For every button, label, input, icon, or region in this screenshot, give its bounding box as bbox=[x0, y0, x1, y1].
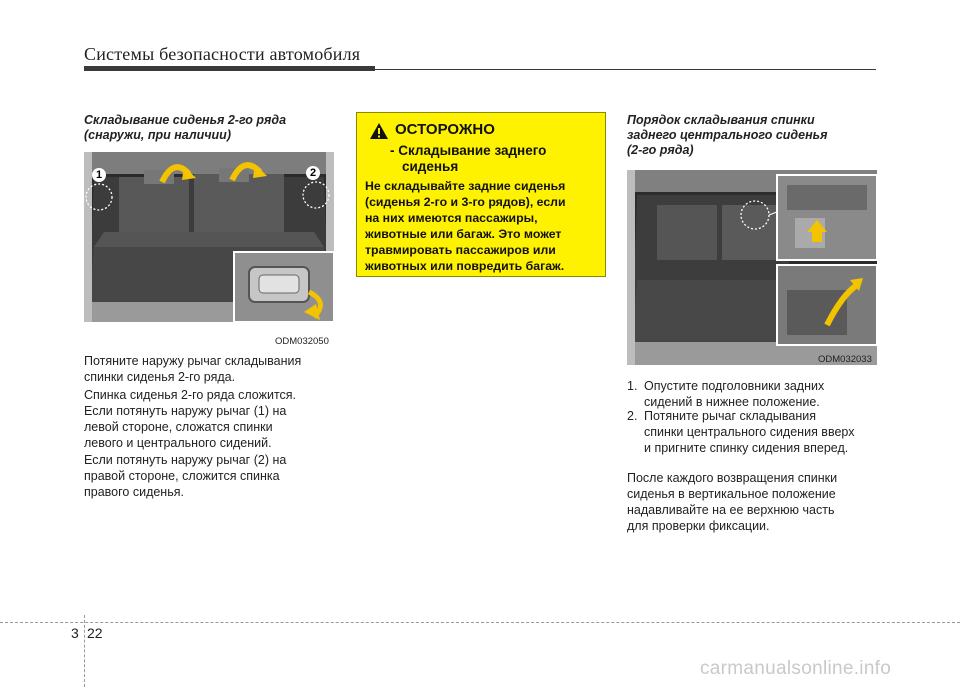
text-line: сидений в нижнее положение. bbox=[644, 395, 820, 409]
chapter-number: 3 bbox=[71, 625, 79, 641]
footer-vertical-divider bbox=[84, 615, 86, 687]
text-line: Не складывайте задние сиденья bbox=[365, 179, 566, 193]
text-line: Если потянуть наружу рычаг (2) на bbox=[84, 453, 287, 467]
text-line: После каждого возвращения спинки bbox=[627, 471, 838, 485]
list-item-number: 2. bbox=[627, 409, 638, 423]
list-item-text bbox=[644, 378, 877, 410]
text-line: на них имеются пассажиры, bbox=[365, 211, 538, 225]
warning-text bbox=[365, 178, 598, 274]
trunk-photo-right bbox=[627, 170, 877, 365]
right-subheading bbox=[627, 113, 827, 158]
right-subheading-line: заднего центрального сиденья bbox=[627, 128, 828, 142]
list-item bbox=[627, 378, 877, 410]
left-subheading bbox=[84, 113, 286, 143]
trunk-illustration-left bbox=[84, 152, 334, 322]
warning-triangle-icon bbox=[369, 122, 389, 140]
text-line: Потяните рычаг складывания bbox=[644, 409, 816, 423]
list-item-text bbox=[644, 408, 877, 456]
left-subheading-line: (снаружи, при наличии) bbox=[84, 128, 231, 142]
text-line: для проверки фиксации. bbox=[627, 519, 770, 533]
text-line: и пригните спинку сидения вперед. bbox=[644, 441, 849, 455]
text-line: - Складывание заднего bbox=[390, 143, 547, 158]
right-paragraph bbox=[627, 470, 877, 534]
list-item bbox=[627, 408, 877, 456]
footer-divider bbox=[0, 622, 960, 623]
page-header-title: Системы безопасности автомобиля bbox=[84, 44, 361, 64]
text-line: правого сиденья. bbox=[84, 485, 184, 499]
callout-2: 2 bbox=[306, 166, 320, 180]
trunk-illustration-right bbox=[627, 170, 877, 365]
text-line: животных или повредить багаж. bbox=[365, 259, 565, 273]
callout-1: 1 bbox=[92, 168, 106, 182]
watermark: carmanualsonline.info bbox=[700, 658, 892, 679]
right-subheading-line: (2-го ряда) bbox=[627, 143, 694, 157]
text-line: спинки сиденья 2-го ряда. bbox=[84, 370, 236, 384]
text-line: надавливайте на ее верхнюю часть bbox=[627, 503, 835, 517]
text-line: левого и центрального сидений. bbox=[84, 436, 272, 450]
warning-subtitle bbox=[390, 143, 595, 175]
text-line: левой стороне, сложатся спинки bbox=[84, 420, 273, 434]
text-line: Если потянуть наружу рычаг (1) на bbox=[84, 404, 287, 418]
left-paragraph-2 bbox=[84, 387, 334, 451]
text-line: (сиденья 2-го и 3-го рядов), если bbox=[365, 195, 566, 209]
warning-box bbox=[356, 112, 606, 277]
text-line: спинки центрального сидения вверх bbox=[644, 425, 855, 439]
text-line: Потяните наружу рычаг складывания bbox=[84, 354, 302, 368]
header-rule-thick bbox=[84, 66, 375, 71]
text-line: травмировать пассажиров или bbox=[365, 243, 556, 257]
list-item-number: 1. bbox=[627, 379, 638, 393]
photo-code-left: ODM032050 bbox=[275, 336, 329, 347]
header-rule-thin bbox=[375, 69, 876, 70]
text-line: сиденья bbox=[402, 159, 459, 174]
warning-title: ОСТОРОЖНО bbox=[395, 121, 495, 138]
text-line: Опустите подголовники задних bbox=[644, 379, 825, 393]
left-paragraph-3 bbox=[84, 452, 334, 500]
left-paragraph-1 bbox=[84, 353, 334, 385]
photo-code-right: ODM032033 bbox=[818, 354, 872, 365]
page-number: 22 bbox=[87, 625, 103, 641]
right-subheading-line: Порядок складывания спинки bbox=[627, 113, 815, 127]
trunk-photo-left bbox=[84, 152, 334, 322]
text-line: сиденья в вертикальное положение bbox=[627, 487, 836, 501]
text-line: правой стороне, сложится спинка bbox=[84, 469, 280, 483]
left-subheading-line: Складывание сиденья 2-го ряда bbox=[84, 113, 287, 127]
text-line: Спинка сиденья 2-го ряда сложится. bbox=[84, 388, 297, 402]
text-line: животные или багаж. Это может bbox=[365, 227, 562, 241]
